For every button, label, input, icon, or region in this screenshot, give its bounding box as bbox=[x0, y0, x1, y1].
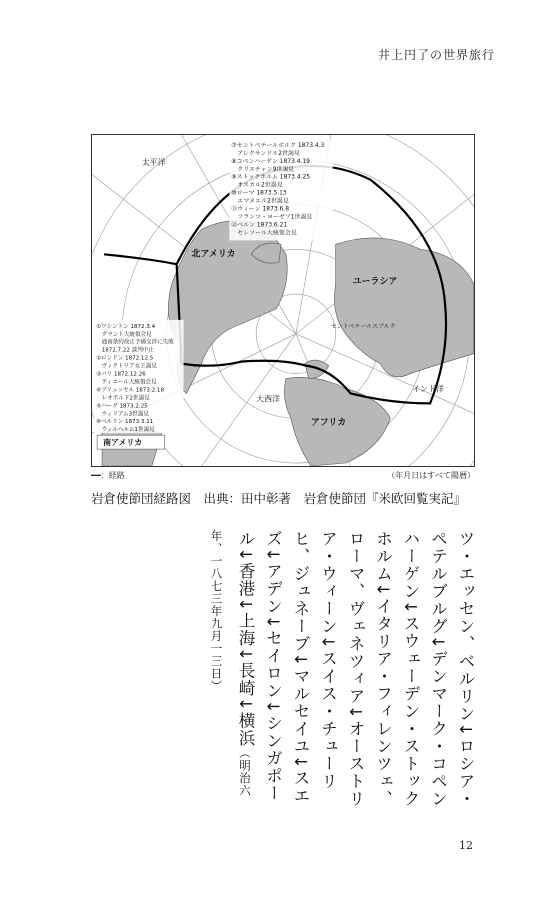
legend-line: フランツ・ヨーゼフ1世謁見 bbox=[231, 213, 313, 221]
atlantic-label: 大西洋 bbox=[256, 394, 280, 404]
legend-line: グラント大統領会見 bbox=[96, 331, 152, 338]
date-note: （明治六年、一八七三年九月一三日） bbox=[209, 530, 252, 797]
running-title: 井上円了の世界旅行 bbox=[377, 48, 495, 62]
legend-line: オスカル2世謁見 bbox=[231, 181, 283, 189]
legend-line: ティエール大統領会見 bbox=[96, 379, 157, 386]
legend-line: ⑪ウィーン 1873.6.8 bbox=[231, 205, 290, 213]
figure-caption: 岩倉使節団経路図 出典：田中彰著 岩倉使節団『米欧回覧実記』 bbox=[91, 491, 467, 506]
legend-line: ⑧コペンハーゲン 1873.4.19 bbox=[231, 157, 310, 165]
route-map bbox=[91, 134, 475, 467]
south-america-label: 南アメリカ bbox=[103, 438, 143, 448]
legend-line: レオポルド2世謁見 bbox=[96, 395, 150, 402]
legend-line: ④ブリュッセル 1873.2.18 bbox=[96, 387, 164, 394]
legend-line: アレクサンドル2世謁見 bbox=[231, 149, 300, 157]
indian-ocean-label: インド洋 bbox=[412, 384, 444, 394]
legend-line: ⑥ベルリン 1873.3.11 bbox=[96, 419, 154, 426]
africa-label: アフリカ bbox=[310, 418, 347, 429]
map-date-note: （年月日はすべて陽暦） bbox=[387, 471, 475, 480]
legend-line: ヴィクトリア女王謁見 bbox=[96, 363, 157, 370]
map-route-legend: ━━：経路 bbox=[91, 471, 125, 480]
legend-line: クリスチャン9世謁見 bbox=[231, 165, 295, 173]
legend-line: ウィリアム3世謁見 bbox=[96, 411, 149, 418]
legend-line: ⑫ベルン 1873.6.21 bbox=[231, 221, 288, 229]
legend-line: ⑨ストックホルム 1873.4.25 bbox=[231, 173, 311, 181]
eurasia-label: ユーラシア bbox=[352, 277, 398, 288]
legend-line: ②ロンドン 1872.12.5 bbox=[96, 355, 154, 362]
legend-line: 通商条約改正予備交渉に失敗 bbox=[96, 339, 174, 346]
page-number: 12 bbox=[459, 839, 473, 852]
legend-line: ⑤ハーグ 1873.2.25 bbox=[96, 403, 148, 410]
pacific-label: 太平洋 bbox=[141, 157, 166, 167]
legend-line: ウィルヘルム1世謁見 bbox=[96, 427, 155, 434]
itinerary-text: ツ・エッセン、ベルリン↓ロシア・ペテルブルグ↓デンマーク・コペンハーゲン↓スウェーデン・ストックホルム↓イタリア・フィレンツェ、ローマ、ヴェネツィア↓オーストリア・ウィーン↓スイス・チューリヒ、ジュネーブ↓マルセイユ↓スエズ↓アデン↓セイロン↓シンガポール↓香港↓上海↓長崎↓横浜 bbox=[236, 530, 475, 808]
legend-line: ①ワシントン 1872.3.4 bbox=[96, 323, 156, 330]
legend-line: エマヌエル2世謁見 bbox=[231, 197, 289, 205]
north-america-label: 北アメリカ bbox=[191, 249, 236, 260]
legend-line: ③パリ 1872.12.26 bbox=[96, 371, 146, 378]
legend-line: セレソール大統領会見 bbox=[231, 229, 297, 237]
st-petersburg-label: セントペテールスブルク bbox=[330, 322, 396, 330]
legend-line: ⑦セントペテールボルク 1873.4.3 bbox=[231, 141, 325, 149]
legend-line: ⑩ローマ 1873.5.13 bbox=[231, 189, 287, 197]
legend-line: 1872.7.22 談判中止 bbox=[96, 347, 154, 354]
body-text bbox=[202, 530, 479, 810]
